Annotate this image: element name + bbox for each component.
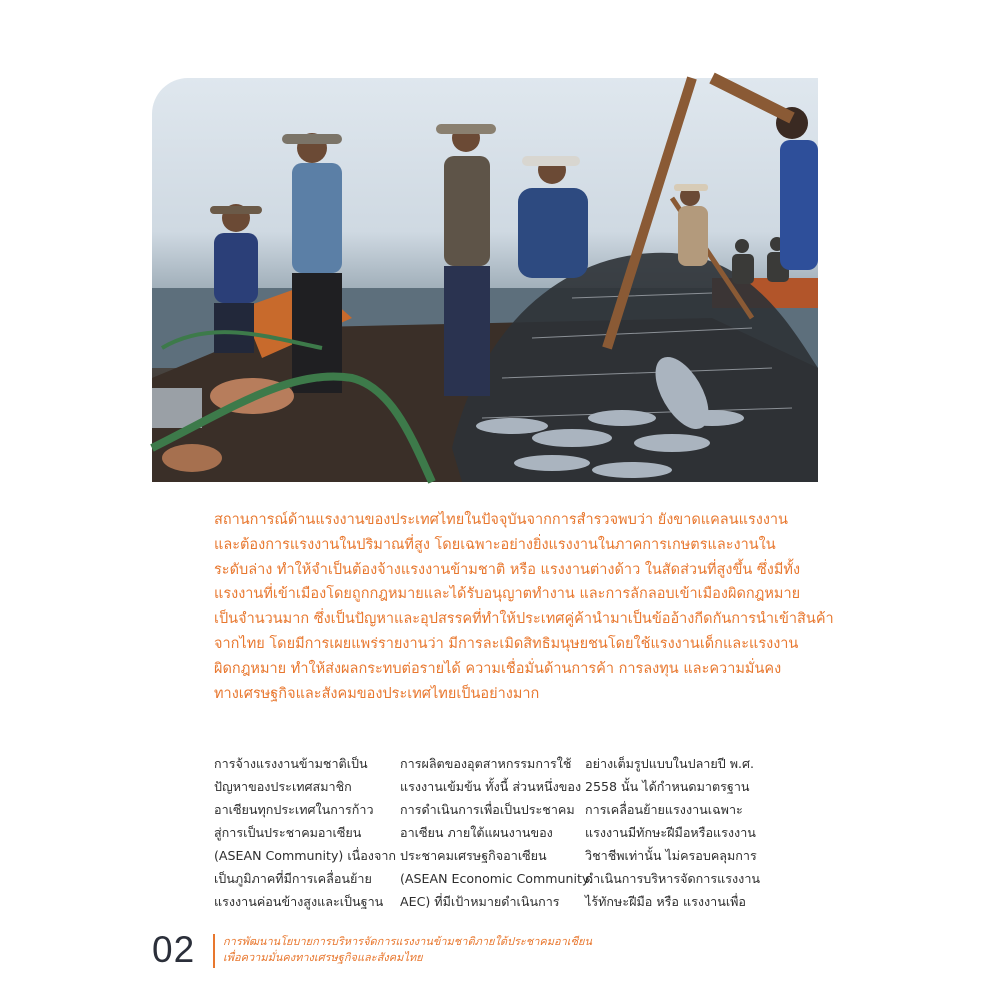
footer-divider	[213, 934, 215, 968]
body-line: อาเซียนทุกประเทศในการก้าว	[214, 802, 374, 817]
body-line: การผลิตของอุตสาหกรรมการใช้	[400, 756, 572, 771]
body-line: เป็นภูมิภาคที่มีการเคลื่อนย้าย	[214, 871, 372, 886]
body-line: แรงงานเข้มข้น ทั้งนี้ ส่วนหนึ่งของ	[400, 779, 582, 794]
fishermen-photo	[152, 78, 818, 482]
body-line: การดำเนินการเพื่อเป็นประชาคม	[400, 802, 575, 817]
lead-line: ทางเศรษฐกิจและสังคมของประเทศไทยเป็นอย่างมาก	[214, 685, 540, 702]
body-line: อาเซียน ภายใต้แผนงานของ	[400, 825, 553, 840]
body-line: ไร้ทักษะฝีมือ หรือ แรงงานเพื่อ	[585, 894, 747, 909]
page-footer	[152, 928, 852, 972]
body-line: การเคลื่อนย้ายแรงงานเฉพาะ	[585, 802, 743, 817]
lead-line: สถานการณ์ด้านแรงงานของประเทศไทยในปัจจุบันจากการสำรวจพบว่า ยังขาดแคลนแรงงาน	[214, 512, 788, 528]
lead-line: ผิดกฎหมาย ทำให้ส่งผลกระทบต่อรายได้ ความเชื่อมั่นด้านการค้า การลงทุน และความมั่นคง	[214, 660, 782, 677]
body-line: อย่างเต็มรูปแบบในปลายปี พ.ศ.	[585, 756, 755, 771]
body-line: (ASEAN Economic Community:	[400, 871, 593, 886]
body-line: ประชาคมเศรษฐกิจอาเซียน	[400, 848, 547, 863]
body-line: แรงงานมีทักษะฝีมือหรือแรงงาน	[585, 825, 756, 840]
lead-line: และต้องการแรงงานในปริมาณที่สูง โดยเฉพาะอย่างยิ่งแรงงานในภาคการเกษตรและงานใน	[214, 536, 776, 553]
body-line: AEC) ที่มีเป้าหมายดำเนินการ	[400, 894, 560, 909]
body-line: 2558 นั้น ได้กำหนดมาตรฐาน	[585, 779, 750, 794]
body-column-3	[585, 752, 760, 913]
footer-title-line-1: การพัฒนานโยบายการบริหารจัดการแรงงานข้ามชาติภายใต้ประชาคมอาเซียน	[223, 935, 592, 948]
page-number: 02	[152, 929, 196, 970]
body-line: ปัญหาของประเทศสมาชิก	[214, 779, 352, 794]
body-line: ดำเนินการบริหารจัดการแรงงาน	[585, 871, 761, 886]
fishermen-photo-illustration	[152, 78, 818, 482]
body-line: สู่การเป็นประชาคมอาเซียน	[214, 825, 362, 840]
body-line: (ASEAN Community) เนื่องจาก	[214, 848, 397, 863]
footer-title	[223, 934, 843, 966]
body-column-1	[214, 752, 397, 913]
lead-line: ระดับล่าง ทำให้จำเป็นต้องจ้างแรงงานข้ามชาติ หรือ แรงงานต่างด้าว ในสัดส่วนที่สูงขึ้น ซึ่งมีทั้ง	[214, 561, 801, 578]
lead-paragraph	[214, 508, 834, 706]
lead-line: จากไทย โดยมีการเผยแพร่รายงานว่า มีการละเมิดสิทธิมนุษยชนโดยใช้แรงงานเด็กและแรงงาน	[214, 635, 799, 652]
lead-line: เป็นจำนวนมาก ซึ่งเป็นปัญหาและอุปสรรคที่ทำให้ประเทศคู่ค้านำมาเป็นข้ออ้างกีดกันการนำเข้าสินค้า	[214, 611, 834, 628]
body-column-2	[400, 752, 593, 913]
body-line: การจ้างแรงงานข้ามชาติเป็น	[214, 756, 368, 771]
body-line: แรงงานค่อนข้างสูงและเป็นฐาน	[214, 894, 384, 909]
lead-line: แรงงานที่เข้าเมืองโดยถูกกฎหมายและได้รับอนุญาตทำงาน และการลักลอบเข้าเมืองผิดกฎหมาย	[214, 586, 801, 603]
footer-title-line-2: เพื่อความมั่นคงทางเศรษฐกิจและสังคมไทย	[223, 951, 423, 964]
body-line: วิชาชีพเท่านั้น ไม่ครอบคลุมการ	[585, 848, 757, 863]
